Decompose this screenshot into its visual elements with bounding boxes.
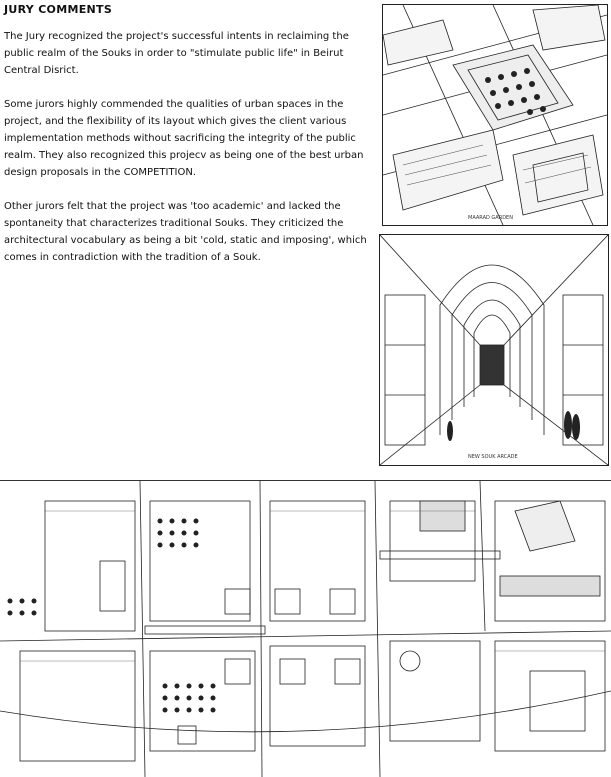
isometric-drawing (382, 4, 608, 226)
paragraph-praise: Some jurors highly commended the qualities of urban spaces in the project, and the flexibility of its layout which gives the client various implementation methods without sacrificing the integrity of the public realm. They also recognized this projecv as being one of the best urban design proposals in the COMPETITION. (4, 99, 364, 178)
paragraph-criticism: Other jurors felt that the project was 'too academic' and lacked the spontaneity that characterizes traditional Souks. They criticized the architectural vocabulary as being a bit 'cold, static and imposing', which comes in contradiction with the tradition of a Souk. (4, 201, 367, 263)
perspective-caption: NEW SOUK ARCADE (468, 454, 518, 460)
isometric-caption: MAARAD GARDEN (468, 215, 513, 221)
paragraph-intent: The Jury recognized the project's successful intents in reclaiming the public realm of the Souks in order to "stimulate public life" in Beirut Central Disrict. (4, 31, 349, 76)
perspective-drawing (379, 234, 609, 466)
site-plan (0, 480, 611, 777)
page-heading: JURY COMMENTS (4, 3, 113, 16)
